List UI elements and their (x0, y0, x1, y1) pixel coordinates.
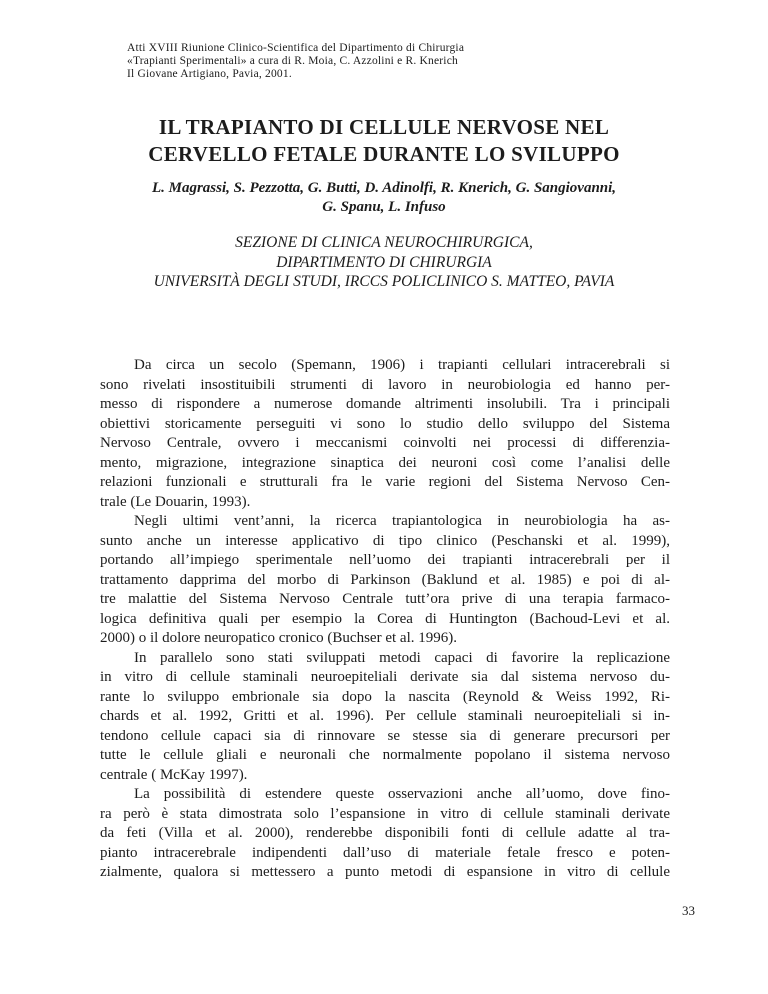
body-line: Negli ultimi vent’anni, la ricerca trapiantologica in neurobiologia ha as- (134, 513, 670, 529)
page-title (100, 114, 668, 168)
body-line: rante lo sviluppo embrionale sia dopo la nascita (Reynold & Weiss 1992, Ri- (100, 688, 670, 705)
body-line: sono rivelati insostituibili strumenti di lavoro in neurobiologia ed hanno per- (100, 376, 670, 393)
body-line: La possibilità di estendere queste osservazioni anche all’uomo, dove fino- (134, 786, 670, 802)
affiliation (100, 233, 668, 292)
header-citation (127, 42, 647, 81)
body-line: pianto intracerebrale indipendenti dall’uso di materiale fetale fresco e poten- (100, 844, 670, 861)
body-line: obiettivi storicamente perseguiti vi sono lo studio dello sviluppo del Sistema (100, 415, 670, 432)
body-line: tendono cellule capaci sia di rinnovare se stesse sia di generare precursori per (100, 727, 670, 744)
body-text (100, 356, 670, 883)
body-line: ra però è stata dimostrata solo l’espansione in vitro di cellule staminali derivate (100, 805, 670, 822)
body-line: Nervoso Centrale, ovvero i meccanismi coinvolti nei processi di differenzia- (100, 435, 670, 451)
paragraph (100, 649, 670, 786)
body-line: in vitro di cellule staminali neuroepiteliali derivate sia dal sistema nervoso du- (100, 669, 670, 685)
body-line: trattamento dapprima del morbo di Parkinson (Baklund et al. 1985) e poi di al- (100, 571, 670, 588)
paragraph (100, 512, 670, 649)
body-line: centrale ( McKay 1997). (100, 766, 248, 783)
authors (100, 179, 668, 216)
page-number: 33 (682, 903, 695, 918)
body-line: logica definitiva quali per esempio la Corea di Huntington (Bachoud-Levi et al. (100, 610, 670, 627)
body-line: In parallelo sono stati sviluppati metodi capaci di favorire la replicazione (134, 649, 670, 666)
text-line: UNIVERSITÀ DEGLI STUDI, IRCCS POLICLINICO S. MATTEO, PAVIA (153, 273, 615, 290)
body-line: mento, migrazione, integrazione sinaptica dei neuroni così come l’analisi delle (100, 454, 670, 471)
text-line: IL TRAPIANTO DI CELLULE NERVOSE NEL (158, 115, 610, 139)
body-line: trale (Le Douarin, 1993). (100, 493, 251, 510)
text-line: DIPARTIMENTO DI CHIRURGIA (276, 253, 492, 271)
text-line: Atti XVIII Riunione Clinico-Scientifica del Dipartimento di Chirurgia (127, 42, 465, 54)
body-line: messo di rispondere a numerose domande altrimenti insolubili. Tra i principali (100, 396, 670, 412)
body-line: relazioni funzionali e strutturali fra le varie regioni del Sistema Nervoso Cen- (100, 474, 670, 490)
text-line: Il Giovane Artigiano, Pavia, 2001. (127, 68, 292, 80)
body-line: portando all’impiego sperimentale nell’uomo dei trapianti intracerebrali per il (100, 552, 670, 568)
body-line: 2000) o il dolore neuropatico cronico (Buchser et al. 1996). (100, 630, 457, 646)
body-line: da feti (Villa et al. 2000), renderebbe disponibili fonti di cellule adatte al tra- (100, 825, 670, 841)
text-line: CERVELLO FETALE DURANTE LO SVILUPPO (148, 142, 620, 166)
body-line: sunto anche un interesse applicativo di tipo clinico (Peschanski et al. 1999), (100, 532, 670, 549)
text-line: L. Magrassi, S. Pezzotta, G. Butti, D. Adinolfi, R. Knerich, G. Sangiovanni, (151, 180, 617, 196)
text-line: G. Spanu, L. Infuso (322, 198, 446, 215)
text-line: SEZIONE DI CLINICA NEUROCHIRURGICA, (235, 234, 533, 251)
body-line: Da circa un secolo (Spemann, 1906) i trapianti cellulari intracerebrali si (134, 357, 670, 373)
body-line: zialmente, qualora si mettessero a punto metodi di espansione in vitro di cellule (100, 864, 670, 880)
text-line: «Trapianti Sperimentali» a cura di R. Moia, C. Azzolini e R. Knerich (127, 55, 458, 67)
body-line: chards et al. 1992, Gritti et al. 1996). Per cellule staminali neuroepiteliali si in- (100, 708, 670, 724)
paragraph (100, 356, 670, 512)
body-line: tre malattie del Sistema Nervoso Centrale tutt’ora prive di una terapia farmaco- (100, 591, 670, 607)
paragraph (100, 785, 670, 883)
body-line: tutte le cellule gliali e neuronali che normalmente popolano il sistema nervoso (100, 747, 670, 763)
